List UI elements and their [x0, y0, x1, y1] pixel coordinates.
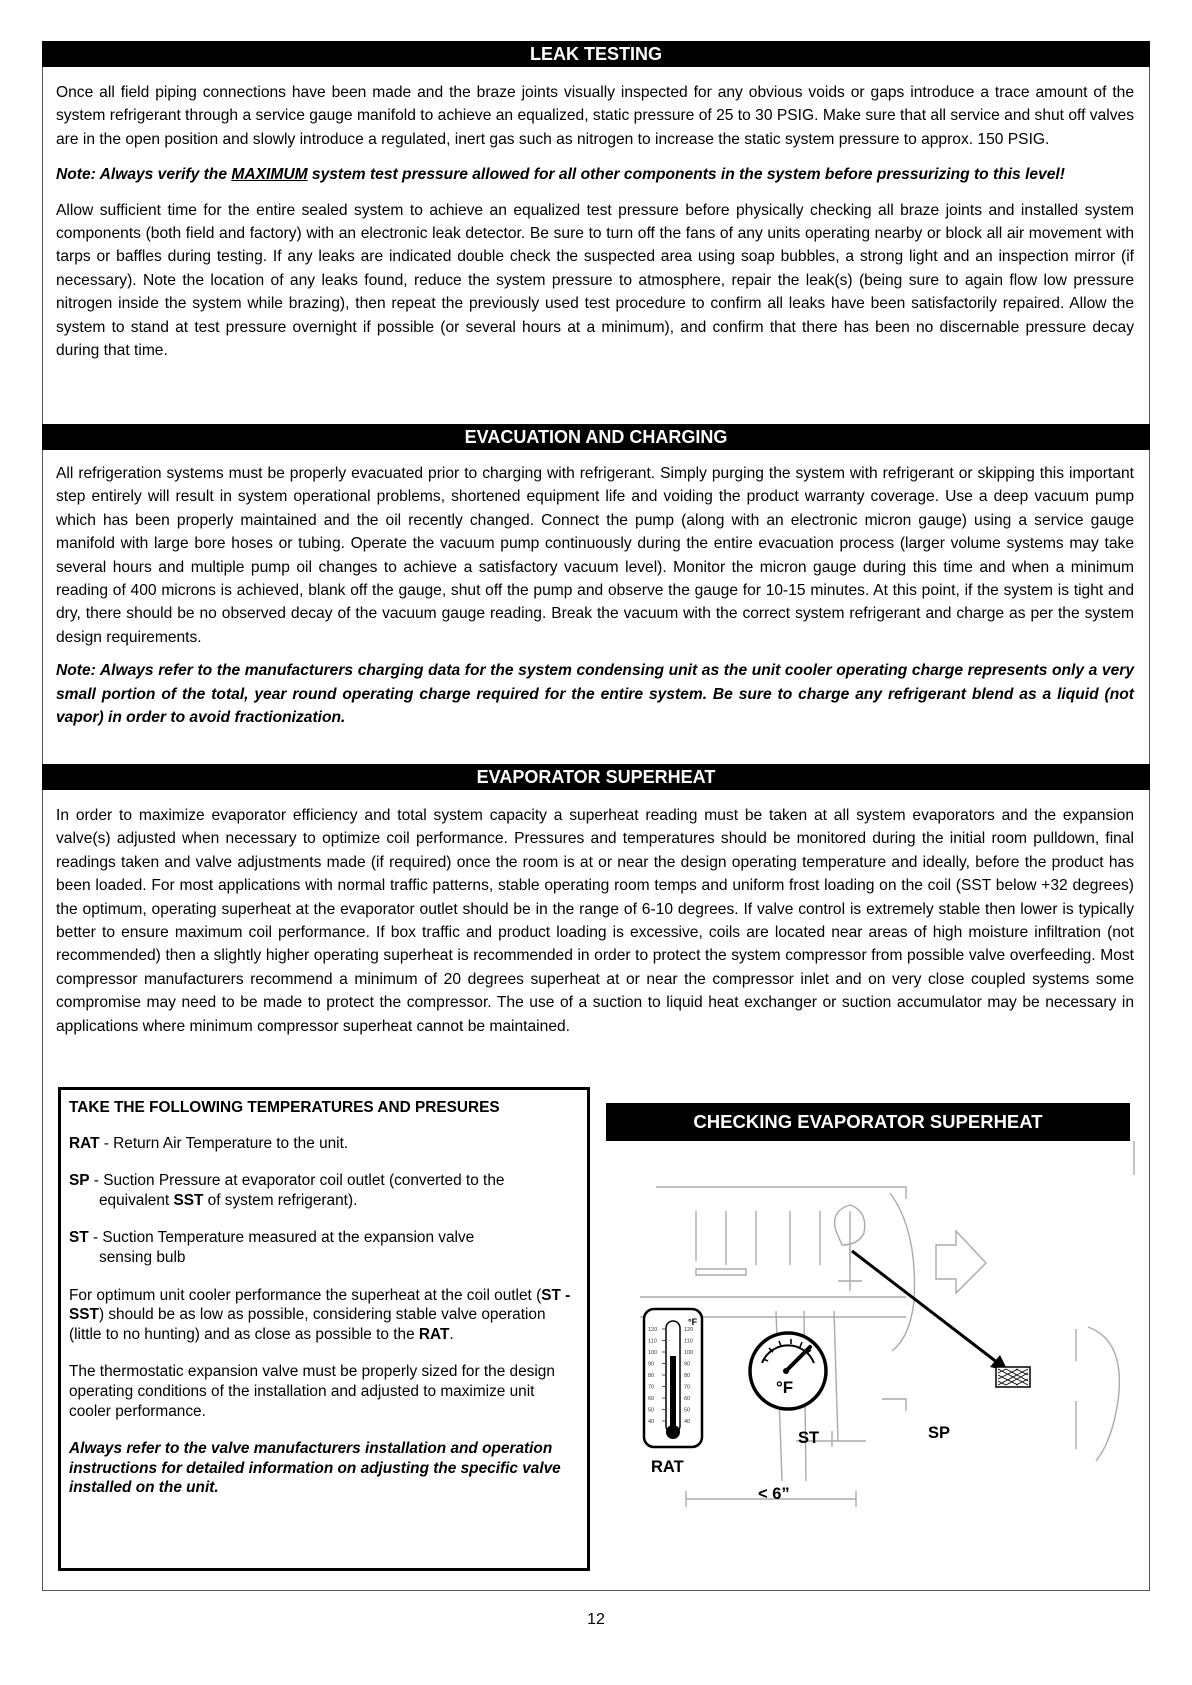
sp-text: - Suction Pressure at evaporator coil outlet (converted to the — [89, 1172, 505, 1190]
sp-key: SP — [69, 1172, 90, 1190]
thermometer-tick-right: 60 — [684, 1396, 691, 1402]
evac-paragraph-1: All refrigeration systems must be properly evacuated prior to charging with refrigerant. Simply purging the system with refrigerant or skipping this important step entirely will result in system operational problems, shortened equipment life and voiding the product warranty coverage. Use a deep vacuum pump which has been properly maintained and the oil recently changed. Connect the pump (along with an electronic micron gauge) using a service gauge manifold with large bore hoses or tubing. Operate the vacuum pump continuously during the entire evacuation process (larger volume systems may take several hours and multiple pump oil changes to achieve a satisfactory vacuum level). Monitor the micron gauge during this time and when a minimum reading of 400 microns is achieved, blank off the gauge, shut off the pump and observe the gauge for 10-15 minutes. At this point, if the system is tight and dry, there should be no observed decay of the vacuum gauge reading. Break the vacuum with the correct system refrigerant and charge as per the system design requirements. — [56, 465, 1134, 646]
leak-note — [56, 163, 1134, 186]
box-rat-item — [69, 1134, 579, 1154]
sp-text2b: of system refrigerant). — [203, 1191, 358, 1209]
gauge-unit-label: °F — [776, 1378, 794, 1397]
evacuation-body — [56, 462, 1134, 729]
superheat-body — [56, 804, 1134, 1038]
st-label: ST — [798, 1429, 820, 1447]
thermometer-tick-left: 50 — [648, 1407, 655, 1414]
thermometer-tick-right: 70 — [684, 1384, 691, 1391]
diagram-title: CHECKING EVAPORATOR SUPERHEAT — [606, 1103, 1130, 1141]
distance-label: < 6” — [758, 1485, 790, 1503]
thermometer-tick-right: 90 — [684, 1361, 691, 1368]
thermometer-unit-label: °F — [688, 1317, 698, 1327]
thermometer-tick-right: 80 — [684, 1373, 691, 1379]
section-header-leak-testing: LEAK TESTING — [42, 41, 1150, 67]
box-sp-item — [69, 1171, 579, 1210]
thermometer-tick-left: 40 — [648, 1419, 655, 1425]
sp-sst: SST — [173, 1191, 204, 1209]
rat-key: RAT — [69, 1134, 100, 1152]
leak-testing-body — [56, 81, 1134, 362]
thermometer-icon — [644, 1309, 702, 1447]
thermometer-tick-left: 100 — [648, 1350, 658, 1356]
arrow-icon — [852, 1251, 1008, 1371]
opt-a: For optimum unit cooler performance the superheat at the coil outlet ( — [69, 1286, 542, 1304]
rat-label: RAT — [651, 1458, 684, 1476]
box-st-item — [69, 1228, 579, 1267]
leak-note-maximum: MAXIMUM — [231, 166, 308, 184]
page-number: 12 — [587, 1611, 605, 1628]
leak-note-start: Note: Always verify the — [56, 166, 232, 184]
instruction-box — [58, 1087, 590, 1571]
section-header-evacuation: EVACUATION AND CHARGING — [42, 424, 1150, 450]
thermometer-tick-left: 120 — [648, 1327, 658, 1333]
box-optimum — [69, 1286, 579, 1345]
dial-gauge-icon — [750, 1333, 826, 1409]
thermometer-tick-left: 80 — [648, 1373, 655, 1379]
st-key: ST — [69, 1229, 89, 1247]
opt-c: ) should be as low as possible, considering stable valve operation (little to no hunting) and as close as possible to the — [69, 1306, 546, 1343]
sp-text-line2 — [69, 1191, 579, 1211]
leak-note-end: system test pressure allowed for all other components in the system before pressurizing to this level! — [307, 166, 1065, 184]
thermometer-tick-left: 70 — [648, 1384, 655, 1391]
opt-b: ST - SST — [69, 1286, 571, 1324]
superheat-paragraph: In order to maximize evaporator efficiency and total system capacity a superheat reading must be taken at all system evaporators and the expansion valve(s) adjusted when necessary to optimize coil performance. Pressures and temperatures should be monitored during the initial room pulldown, final readings taken and valve adjustments made (if required) once the room is at or near the design operating temperature and ideally, before the product has been loaded. For most applications with normal traffic patterns, stable operating room temps and uniform frost loading on the coil (SST below +32 degrees) the optimum, operating superheat at the evaporator outlet should be in the range of 6-10 degrees. If valve control is extremely stable then lower is typically better to ensure maximum coil performance. If box traffic and product loading is excessive, coils are located near areas of high moisture infiltration (not recommended) then a slightly higher operating superheat is recommended in order to protect the system compressor from possible valve overfeeding. Most compressor manufacturers recommend a minimum of 20 degrees superheat at or near the compressor inlet and on very close coupled systems some compromise may need to be made to protect the compressor. The use of a suction to liquid heat exchanger or suction accumulator may be necessary in applications where minimum compressor superheat cannot be maintained. — [56, 807, 1134, 1035]
opt-d: RAT — [418, 1325, 450, 1343]
leak-paragraph-2: Allow sufficient time for the entire sealed system to achieve an equalized test pressure before physically checking all braze joints and installed system components (both field and factory) with an electronic leak detector. Be sure to turn off the fans of any units operating nearby or block all air movement with tarps or baffles during testing. If any leaks are indicated double check the suspected area using soap bubbles, a strong light and an inspection mirror (if necessary). Note the location of any leaks found, reduce the system pressure to atmosphere, repair the leak(s) (being sure to again flow low pressure nitrogen inside the system while brazing), then repeat the previously used test procedure to confirm all leaks have been satisfactorily repaired. Allow the system to stand at test pressure overnight if possible (or several hours at a minimum), and confirm that there has been no discernable pressure decay during that time. — [56, 201, 1134, 360]
st-text-line2: sensing bulb — [99, 1248, 186, 1266]
thermometer-tick-left: 90 — [648, 1361, 655, 1368]
box-header: TAKE THE FOLLOWING TEMPERATURES AND PRESURES — [69, 1099, 500, 1116]
leak-paragraph-1: Once all field piping connections have been made and the braze joints visually inspected for any obvious voids or gaps introduce a trace amount of the system refrigerant through a service gauge manifold to achieve an equalized, static pressure of 25 to 30 PSIG. Make sure that all service and shut off valves are in the open position and slowly introduce a regulated, inert gas such as nitrogen to increase the static system pressure to approx. 150 PSIG. — [56, 84, 1134, 148]
superheat-diagram — [606, 1141, 1146, 1521]
box-always-refer: Always refer to the valve manufacturers installation and operation instructions for detailed information on adjusting the specific valve installed on the unit. — [69, 1440, 561, 1497]
unit-cooler-sketch — [640, 1141, 1134, 1507]
thermometer-tick-left: 60 — [648, 1396, 655, 1402]
sp-label: SP — [928, 1424, 951, 1442]
thermometer-tick-right: 120 — [684, 1327, 694, 1333]
sp-text2a: equivalent — [99, 1191, 174, 1209]
evac-note: Note: Always refer to the manufacturers charging data for the system condensing unit as the unit cooler operating charge represents only a very small portion of the total, year round operating charge required for the entire system. Be sure to charge any refrigerant blend as a liquid (not vapor) in order to avoid fractionization. — [56, 662, 1134, 727]
thermometer-tick-right: 50 — [684, 1407, 691, 1414]
thermometer-tick-right: 40 — [684, 1419, 691, 1425]
section-header-superheat: EVAPORATOR SUPERHEAT — [42, 764, 1150, 790]
box-txv: The thermostatic expansion valve must be properly sized for the design operating conditions of the installation and adjusted to maximize unit cooler performance. — [69, 1363, 555, 1420]
thermometer-tick-right: 100 — [684, 1350, 694, 1356]
opt-e: . — [449, 1325, 454, 1343]
thermometer-tick-left: 110 — [648, 1338, 657, 1345]
suction-fitting-icon — [996, 1367, 1030, 1387]
st-text: - Suction Temperature measured at the expansion valve — [88, 1229, 475, 1247]
thermometer-tick-right: 110 — [684, 1338, 693, 1345]
rat-text: - Return Air Temperature to the unit. — [99, 1134, 349, 1152]
